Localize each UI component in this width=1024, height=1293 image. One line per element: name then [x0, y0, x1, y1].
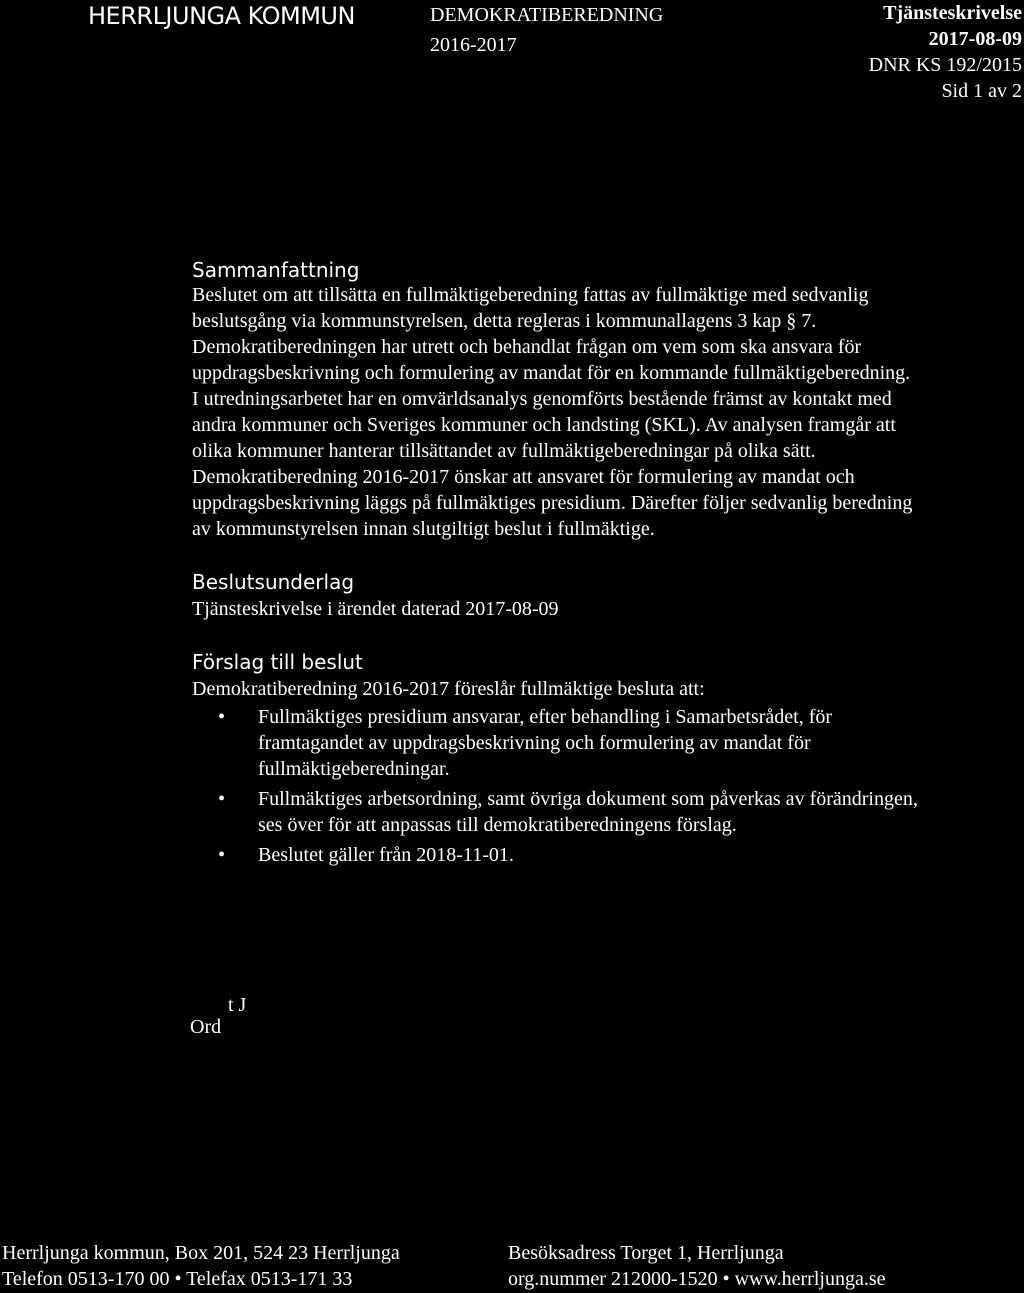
proposal-heading: Förslag till beslut	[192, 650, 363, 674]
list-item	[192, 842, 1012, 868]
department-period: 2016-2017	[430, 34, 517, 56]
summary-line: olika kommuner hanterar tillsättandet av fullmäktigeberedningar på olika sätt.	[192, 440, 816, 462]
summary-line: av kommunstyrelsen innan slutgiltigt beslut i fullmäktige.	[192, 518, 655, 540]
footer-phone: Telefon 0513-170 00 • Telefax 0513-171 33	[2, 1268, 353, 1290]
summary-line: Demokratiberedningen har utrett och behandlat frågan om vem som ska ansvara för	[192, 336, 862, 358]
proposal-list	[192, 704, 1012, 868]
list-item-line: Fullmäktiges arbetsordning, samt övriga dokument som påverkas av förändringen,	[258, 788, 918, 810]
proposal-intro-line: Demokratiberedning 2016-2017 föreslår fullmäktige besluta att:	[192, 678, 705, 700]
summary-line: Demokratiberedning 2016-2017 önskar att ansvaret för formulering av mandat och	[192, 466, 855, 488]
summary-line: Beslutet om att tillsätta en fullmäktigeberedning fattas av fullmäktige med sedvanlig	[192, 284, 869, 306]
document-meta	[869, 0, 1022, 104]
summary-heading: Sammanfattning	[192, 258, 360, 282]
list-item-line: framtagandet av uppdragsbeskrivning och formulering av mandat för	[258, 732, 811, 754]
footer-left	[2, 1240, 400, 1292]
summary-line: I utredningsarbetet har en omvärldsanalys genomförts bestående främst av kontakt med	[192, 388, 892, 410]
list-item-line: ses över för att anpassas till demokratiberedningens förslag.	[258, 814, 737, 836]
list-item-line: Fullmäktiges presidium ansvarar, efter behandling i Samarbetsrådet, för	[258, 706, 833, 728]
bullet: •	[218, 706, 226, 728]
signature-label: Ord	[190, 1016, 222, 1038]
summary-line: andra kommuner och Sveriges kommuner och landsting (SKL). Av analysen framgår att	[192, 414, 896, 436]
basis-heading: Beslutsunderlag	[192, 570, 355, 594]
basis-line: Tjänsteskrivelse i ärendet daterad 2017-08-09	[192, 598, 559, 620]
list-item-line: Beslutet gäller från 2018-11-01.	[258, 844, 514, 866]
bullet: •	[218, 788, 226, 810]
list-item	[192, 786, 1012, 838]
summary-line: uppdragsbeskrivning läggs på fullmäktiges presidium. Därefter följer sedvanlig beredning	[192, 492, 913, 514]
department-block	[430, 0, 663, 60]
signature-mark: t J	[228, 994, 247, 1016]
footer-visit-address: Besöksadress Torget 1, Herrljunga	[508, 1242, 784, 1264]
summary-line: uppdragsbeskrivning och formulering av mandat för en kommande fullmäktigeberedning.	[192, 362, 911, 384]
document-type: Tjänsteskrivelse	[883, 2, 1022, 24]
footer-right	[508, 1240, 886, 1292]
organization-name: HERRLJUNGA KOMMUN	[88, 2, 355, 30]
document-date: 2017-08-09	[928, 28, 1022, 50]
footer-address: Herrljunga kommun, Box 201, 524 23 Herrljunga	[2, 1242, 400, 1264]
bullet: •	[218, 844, 226, 866]
department-name: DEMOKRATIBEREDNING	[430, 4, 664, 26]
page-number: Sid 1 av 2	[941, 80, 1022, 102]
summary-line: beslutsgång via kommunstyrelsen, detta regleras i kommunallagens 3 kap § 7.	[192, 310, 817, 332]
proposal-intro	[192, 676, 705, 702]
document-dnr: DNR KS 192/2015	[868, 54, 1022, 76]
footer-org-number: org.nummer 212000-1520 • www.herrljunga.se	[508, 1268, 886, 1290]
basis-text	[192, 596, 559, 622]
list-item-line: fullmäktigeberedningar.	[258, 758, 450, 780]
list-item	[192, 704, 1012, 782]
summary-text	[192, 282, 912, 542]
